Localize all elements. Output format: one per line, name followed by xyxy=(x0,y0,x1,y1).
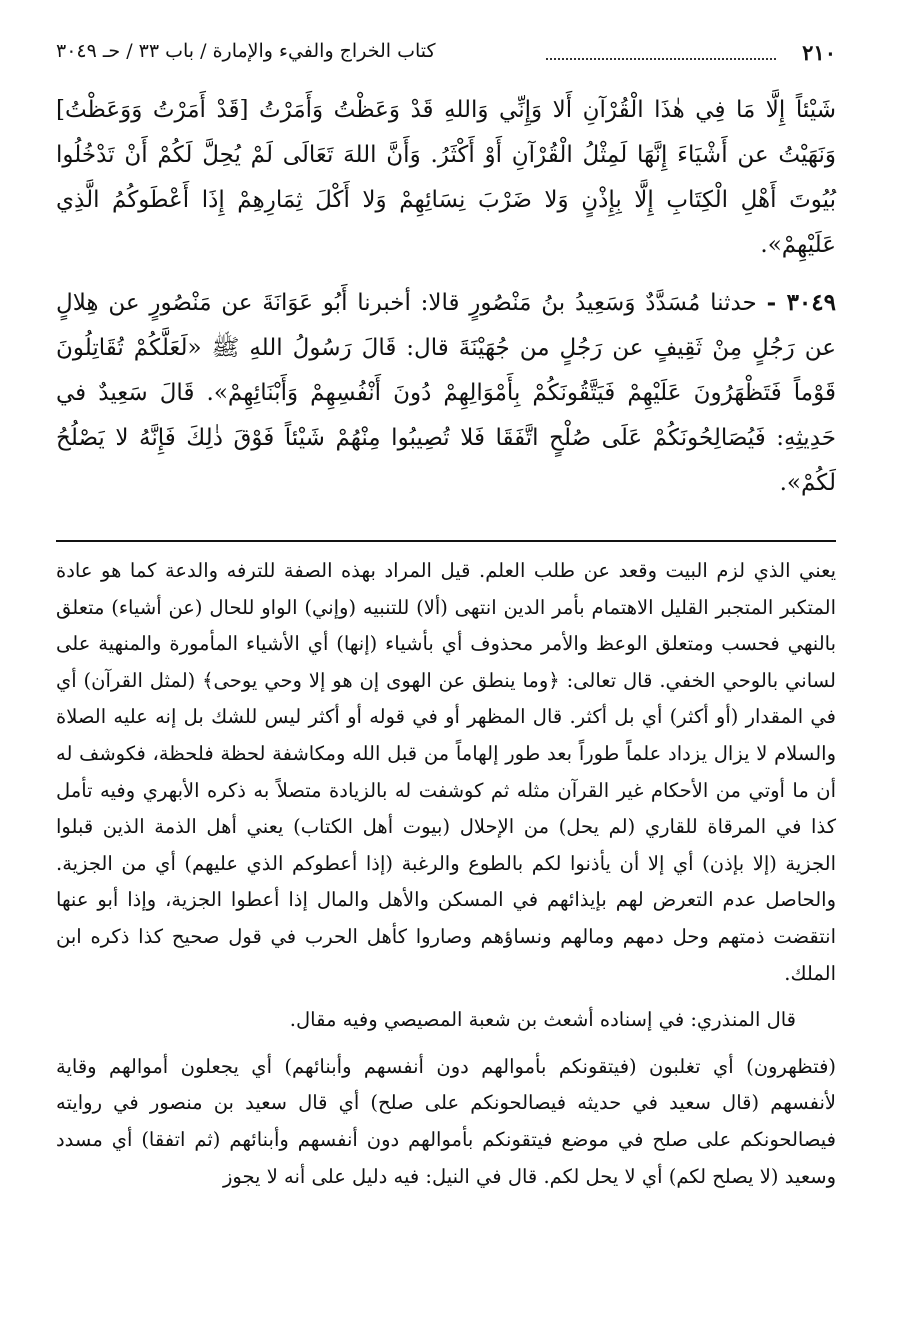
hadith-continuation: شَيْئاً إِلَّا مَا فِي هٰذَا الْقُرْآنِ أَلا وَإِنِّي وَاللهِ قَدْ وَعَظْتُ وَأَمَرْتُ [قَدْ أَمَرْتُ وَوَعَظْتُ] وَنَهَيْتُ عن أَشْيَاءَ إِنَّهَا لَمِثْلُ الْقُرْآنِ أَوْ أَكْثَرُ. وَأَنَّ اللهَ تَعَالَى لَمْ يُحِلَّ لَكُمْ أَنْ تَدْخُلُوا بُيُوتَ أَهْلِ الْكِتَابِ إِلَّا بِإِذْنٍ وَلا ضَرْبَ نِسَائِهِمْ وَلا أَكْلَ ثِمَارِهِمْ إِذَا أَعْطَوكُمُ الَّذِي عَلَيْهِمْ». xyxy=(56,97,836,258)
hadith-3049 xyxy=(56,280,836,506)
hadith-3049-text: حدثنا مُسَدَّدٌ وَسَعِيدُ بنُ مَنْصُورٍ قالا: أخبرنا أَبُو عَوَانَةَ عن مَنْصُورٍ عن هِلالٍ عن رَجُلٍ مِنْ ثَقِيفٍ عن رَجُلٍ من جُهَيْنَةَ قال: قَالَ رَسُولُ اللهِ ﷺ «لَعَلَّكُمْ تُقَاتِلُونَ قَوْماً فَتَظْهَرُونَ عَلَيْهِمْ فَيَتَّقُونَكُمْ بِأَمْوَالِهِمْ دُونَ أَنْفُسِهِمْ وَأَبْنَائِهِمْ». قَالَ سَعِيدٌ في حَدِيثِهِ: فَيُصَالِحُونَكُمْ عَلَى صُلْحٍ اتَّفَقَا فَلا تُصِيبُوا مِنْهُمْ شَيْئاً فَوْقَ ذٰلِكَ فَإِنَّهُ لا يَصْلُحُ لَكُمْ». xyxy=(56,290,836,496)
commentary-mundhiri-note: قال المنذري: في إسناده أشعث بن شعبة المصيصي وفيه مقال. xyxy=(289,1008,796,1032)
hadith-number: ٣٠٤٩ - xyxy=(766,289,836,316)
commentary-paragraph-3: (فتظهرون) أي تغلبون (فيتقونكم بأموالهم دون أنفسهم وأبنائهم) أي يجعلون أموالهم وقاية لأنفسهم (قال سعيد في حديثه فيصالحونكم على صلح) أي قال سعيد بن منصور في روايته فيصالحونكم على صلح في موضع فيتقونكم بأموالهم دون أنفسهم وأبنائهم (ثم اتفقا) أي مسدد وسعيد (لا يصلح لكم) أي لا يحل لكم. قال في النيل: فيه دليل على أنه لا يجوز xyxy=(56,1054,836,1188)
paragraph-gap xyxy=(56,1039,836,1049)
page-number: ٢١٠ xyxy=(802,40,836,65)
header-dotted-leader xyxy=(546,44,776,60)
paragraph-gap xyxy=(56,992,836,1002)
commentary xyxy=(56,553,836,1195)
hadith-text xyxy=(56,88,836,506)
paragraph-gap xyxy=(56,268,836,280)
footnote-divider xyxy=(56,540,836,542)
commentary-paragraph-1: يعني الذي لزم البيت وقعد عن طلب العلم. قيل المراد بهذه الصفة للترفه والدعة كما هو عادة المتكبر المتجبر القليل الاهتمام بأمر الدين انتهى (ألا) للتنبيه (وإني) الواو للحال (عن أشياء) متعلق بالنهي فحسب ومتعلق الوعظ والأمر محذوف أي بأشياء (إنها) أي الأشياء المأمورة والمنهية على لساني بالوحي الخفي. قال تعالى: ﴿وما ينطق عن الهوى إن هو إلا وحي يوحى﴾ (لمثل القرآن) أي في المقدار (أو أكثر) أي بل أكثر. قال المظهر أو في قوله أو أكثر ليس للشك بل إنه عليه الصلاة والسلام لا يزال يزداد علماً طوراً بعد طور إلهاماً من قبل الله ومكاشفة لحظة فلحظة، فكوشف له أن ما أوتي من الأحكام غير القرآن مثله ثم كوشفت له بالزيادة متصلاً به ذكره الأبهري وفيه تأمل كذا في المرقاة للقاري (لم يحل) من الإحلال (بيوت أهل الكتاب) يعني أهل الذمة الذين قبلوا الجزية (إلا بإذن) أي إلا أن يأذنوا لكم بالطوع والرغبة (إذا أعطوكم الذي عليهم) أي من الجزية. والحاصل عدم التعرض لهم بإيذائهم في المسكن والأهل والمال إذا أعطوا الجزية، وإذا أبو عنها انتقضت ذمتهم وحل دمهم ومالهم ونساؤهم وصاروا كأهل الحرب في قول صحيح كذا ذكره ابن الملك. xyxy=(56,559,836,985)
running-header xyxy=(56,40,836,74)
running-title: كتاب الخراج والفيء والإمارة / باب ٣٣ / حـ ٣٠٤٩ xyxy=(56,40,436,62)
